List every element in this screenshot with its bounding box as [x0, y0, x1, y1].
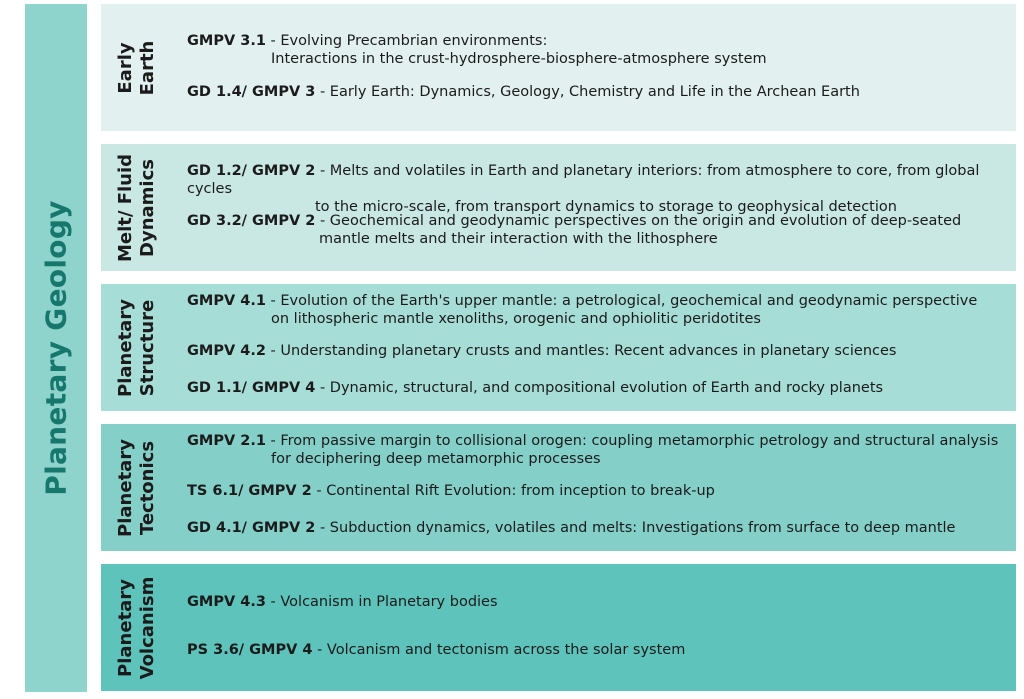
session-entry: GD 3.2/ GMPV 2 - Geochemical and geodynamic perspectives on the origin and evolution of deep-seated mantle melts and their interaction with the lithosphere: [187, 212, 1006, 248]
row-label-text: Planetary Structure: [115, 298, 158, 397]
row-planetary-volcanism: [101, 564, 1016, 691]
row-planetary-structure: [101, 284, 1016, 411]
row-label: [101, 424, 173, 551]
session-entry: GMPV 4.3 - Volcanism in Planetary bodies: [187, 594, 498, 610]
row-label: [101, 564, 173, 691]
session-title: Volcanism in Planetary bodies: [280, 594, 498, 610]
session-title-cont: for deciphering deep metamorphic processes: [271, 451, 601, 467]
row-melt-fluid-dynamics: [101, 144, 1016, 271]
session-code: GMPV 4.2: [187, 343, 266, 359]
session-code: GD 1.1/ GMPV 4: [187, 380, 316, 396]
session-code: GMPV 3.1: [187, 33, 266, 49]
session-entry: GD 1.1/ GMPV 4 - Dynamic, structural, and compositional evolution of Earth and rocky planets: [187, 380, 884, 396]
session-entry: GMPV 4.2 - Understanding planetary crusts and mantles: Recent advances in planetary sciences: [187, 343, 897, 359]
session-entry: GD 4.1/ GMPV 2 - Subduction dynamics, volatiles and melts: Investigations from surface to deep mantle: [187, 520, 956, 536]
main-title: Planetary Geology: [39, 200, 73, 496]
session-code: TS 6.1/ GMPV 2: [187, 483, 312, 499]
row-label-text: Early Earth: [115, 40, 158, 95]
session-code: GMPV 2.1: [187, 433, 266, 449]
session-title-cont: to the micro-scale, from transport dynamics to storage to geophysical detection: [315, 199, 897, 215]
session-entry: GD 1.2/ GMPV 2 - Melts and volatiles in Earth and planetary interiors: from atmosphere to core, from global cycles to the micro-scale, from transport dynamics to storage to geophysical detection: [187, 162, 1006, 216]
session-title: Early Earth: Dynamics, Geology, Chemistry and Life in the Archean Earth: [329, 84, 860, 100]
session-title: Continental Rift Evolution: from inception to break-up: [326, 483, 715, 499]
session-title: Geochemical and geodynamic perspectives on the origin and evolution of deep-seated: [329, 213, 962, 229]
session-title: Volcanism and tectonism across the solar system: [326, 642, 686, 658]
row-label: [101, 4, 173, 131]
session-title: Evolving Precambrian environments:: [280, 33, 548, 49]
session-entry: PS 3.6/ GMPV 4 - Volcanism and tectonism across the solar system: [187, 642, 686, 658]
session-code: GD 1.4/ GMPV 3: [187, 84, 316, 100]
session-entry: GMPV 2.1 - From passive margin to collisional orogen: coupling metamorphic petrology and structural analysis for deciphering deep metamorphic processes: [187, 432, 1006, 468]
session-entry: GMPV 4.1 - Evolution of the Earth's upper mantle: a petrological, geochemical and geodynamic perspective on lithospheric mantle xenoliths, orogenic and ophiolitic peridotites: [187, 292, 1006, 328]
row-label-text: Planetary Volcanism: [115, 576, 158, 679]
session-title-cont: Interactions in the crust-hydrosphere-biosphere-atmosphere system: [271, 51, 767, 67]
session-code: PS 3.6/ GMPV 4: [187, 642, 313, 658]
session-title-cont: on lithospheric mantle xenoliths, orogenic and ophiolitic peridotites: [271, 311, 761, 327]
session-code: GD 4.1/ GMPV 2: [187, 520, 316, 536]
row-label-text: Planetary Tectonics: [115, 438, 158, 537]
session-entry: GD 1.4/ GMPV 3 - Early Earth: Dynamics, Geology, Chemistry and Life in the Archean Earth: [187, 84, 860, 100]
session-title: Subduction dynamics, volatiles and melts: Investigations from surface to deep mantle: [329, 520, 956, 536]
session-entry: GMPV 3.1 - Evolving Precambrian environments: Interactions in the crust-hydrosphere-biosphere-atmosphere system: [187, 32, 1006, 68]
main-title-panel: [25, 4, 87, 692]
session-code: GD 3.2/ GMPV 2: [187, 213, 316, 229]
session-title-cont: mantle melts and their interaction with the lithosphere: [319, 231, 718, 247]
row-label-text: Melt/ Fluid Dynamics: [115, 153, 158, 262]
row-label: [101, 284, 173, 411]
session-title: Dynamic, structural, and compositional evolution of Earth and rocky planets: [329, 380, 884, 396]
session-code: GD 1.2/ GMPV 2: [187, 163, 316, 179]
session-entry: TS 6.1/ GMPV 2 - Continental Rift Evolution: from inception to break-up: [187, 483, 715, 499]
session-title: Evolution of the Earth's upper mantle: a petrological, geochemical and geodynamic perspective: [280, 293, 978, 309]
session-title: From passive margin to collisional orogen: coupling metamorphic petrology and structural analysis: [280, 433, 999, 449]
row-planetary-tectonics: [101, 424, 1016, 551]
session-code: GMPV 4.3: [187, 594, 266, 610]
row-early-earth: [101, 4, 1016, 131]
row-label: [101, 144, 173, 271]
session-code: GMPV 4.1: [187, 293, 266, 309]
session-title: Understanding planetary crusts and mantles: Recent advances in planetary sciences: [280, 343, 897, 359]
session-title: Melts and volatiles in Earth and planetary interiors: from atmosphere to core, from global cycles: [187, 163, 980, 197]
